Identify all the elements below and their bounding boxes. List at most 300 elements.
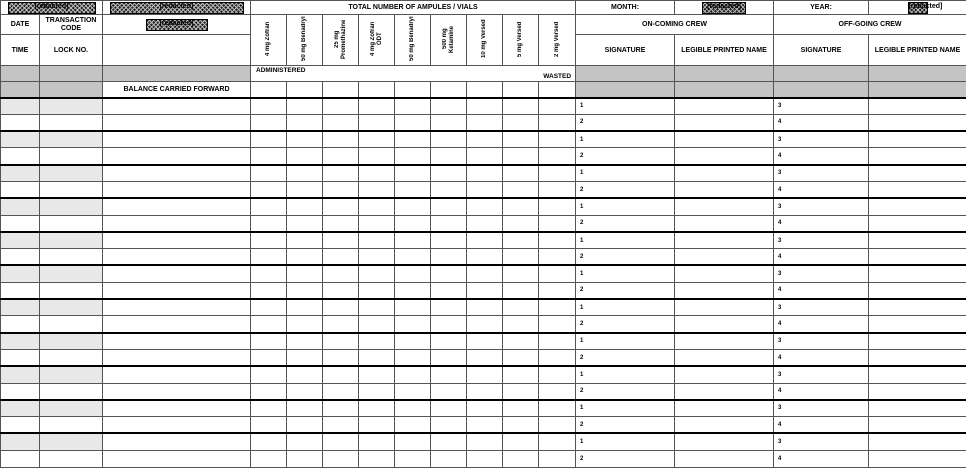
drug-count-cell[interactable] [359, 265, 395, 282]
drug-count-cell[interactable] [359, 417, 395, 434]
oncoming-signature-cell[interactable] [576, 215, 675, 232]
offgoing-name-cell[interactable] [869, 417, 966, 434]
drug-count-cell[interactable] [503, 282, 539, 299]
drug-count-cell[interactable] [251, 333, 287, 350]
drug-count-cell[interactable] [287, 181, 323, 198]
drug-count-cell[interactable] [503, 400, 539, 417]
drug-count-cell[interactable] [287, 148, 323, 165]
date-cell[interactable] [1, 98, 40, 115]
drug-count-cell[interactable] [467, 181, 503, 198]
offgoing-name-cell[interactable] [869, 450, 966, 467]
offgoing-signature-cell[interactable] [774, 433, 869, 450]
drug-count-cell[interactable] [323, 316, 359, 333]
drug-count-cell[interactable] [287, 198, 323, 215]
oncoming-name-cell[interactable] [675, 450, 774, 467]
offgoing-name-cell[interactable] [869, 316, 966, 333]
lock-no-cell[interactable] [40, 349, 103, 366]
date-cell[interactable] [1, 198, 40, 215]
drug-count-cell[interactable] [323, 366, 359, 383]
drug-count-cell[interactable] [323, 333, 359, 350]
drug-count-cell[interactable] [431, 131, 467, 148]
month-value[interactable]: [redacted] [675, 1, 774, 15]
drug-count-cell[interactable] [359, 215, 395, 232]
oncoming-name-cell[interactable] [675, 400, 774, 417]
drug-count-cell[interactable] [467, 265, 503, 282]
offgoing-name-cell[interactable] [869, 98, 966, 115]
drug-count-cell[interactable] [539, 148, 576, 165]
time-cell[interactable] [1, 349, 40, 366]
drug-count-cell[interactable] [503, 433, 539, 450]
offgoing-name-cell[interactable] [869, 165, 966, 182]
drug-count-cell[interactable] [395, 349, 431, 366]
drug-count-cell[interactable] [539, 366, 576, 383]
drug-count-cell[interactable] [539, 299, 576, 316]
transaction-code-cell[interactable] [40, 198, 103, 215]
date-cell[interactable] [1, 299, 40, 316]
oncoming-signature-cell[interactable] [576, 366, 675, 383]
oncoming-name-cell[interactable] [675, 148, 774, 165]
entry-detail-cell[interactable] [103, 148, 251, 165]
drug-count-cell[interactable] [467, 349, 503, 366]
offgoing-signature-cell[interactable] [774, 450, 869, 467]
drug-count-cell[interactable] [467, 232, 503, 249]
drug-count-cell[interactable] [539, 98, 576, 115]
balance-drug-6[interactable] [431, 82, 467, 98]
drug-count-cell[interactable] [287, 232, 323, 249]
balance-drug-8[interactable] [503, 82, 539, 98]
offgoing-signature-cell[interactable] [774, 165, 869, 182]
drug-count-cell[interactable] [539, 383, 576, 400]
drug-count-cell[interactable] [395, 333, 431, 350]
entry-detail-cell[interactable] [103, 249, 251, 266]
drug-count-cell[interactable] [539, 215, 576, 232]
entry-detail-cell[interactable] [103, 98, 251, 115]
drug-count-cell[interactable] [251, 282, 287, 299]
drug-count-cell[interactable] [395, 148, 431, 165]
offgoing-signature-cell[interactable] [774, 232, 869, 249]
drug-count-cell[interactable] [323, 232, 359, 249]
date-cell[interactable] [1, 433, 40, 450]
drug-count-cell[interactable] [359, 198, 395, 215]
entry-detail-cell[interactable] [103, 165, 251, 182]
oncoming-signature-cell[interactable] [576, 417, 675, 434]
drug-count-cell[interactable] [539, 198, 576, 215]
drug-count-cell[interactable] [287, 366, 323, 383]
offgoing-name-cell[interactable] [869, 232, 966, 249]
drug-count-cell[interactable] [323, 181, 359, 198]
balance-drug-9[interactable] [539, 82, 576, 98]
drug-count-cell[interactable] [539, 433, 576, 450]
oncoming-name-cell[interactable] [675, 232, 774, 249]
entry-detail-cell[interactable] [103, 417, 251, 434]
drug-count-cell[interactable] [359, 383, 395, 400]
lock-no-cell[interactable] [40, 181, 103, 198]
time-cell[interactable] [1, 114, 40, 131]
drug-count-cell[interactable] [359, 249, 395, 266]
oncoming-signature-cell[interactable] [576, 450, 675, 467]
drug-count-cell[interactable] [395, 433, 431, 450]
drug-count-cell[interactable] [251, 383, 287, 400]
oncoming-name-cell[interactable] [675, 349, 774, 366]
drug-count-cell[interactable] [431, 249, 467, 266]
oncoming-signature-cell[interactable] [576, 265, 675, 282]
drug-count-cell[interactable] [431, 316, 467, 333]
entry-detail-cell[interactable] [103, 366, 251, 383]
drug-count-cell[interactable] [431, 148, 467, 165]
drug-count-cell[interactable] [395, 265, 431, 282]
drug-count-cell[interactable] [395, 383, 431, 400]
oncoming-name-cell[interactable] [675, 417, 774, 434]
drug-count-cell[interactable] [503, 198, 539, 215]
drug-count-cell[interactable] [323, 215, 359, 232]
drug-count-cell[interactable] [431, 265, 467, 282]
drug-count-cell[interactable] [539, 450, 576, 467]
oncoming-name-cell[interactable] [675, 282, 774, 299]
transaction-code-cell[interactable] [40, 433, 103, 450]
oncoming-signature-cell[interactable] [576, 148, 675, 165]
drug-count-cell[interactable] [431, 400, 467, 417]
drug-count-cell[interactable] [287, 433, 323, 450]
drug-count-cell[interactable] [467, 114, 503, 131]
offgoing-name-cell[interactable] [869, 181, 966, 198]
entry-detail-cell[interactable] [103, 450, 251, 467]
date-cell[interactable] [1, 232, 40, 249]
drug-count-cell[interactable] [251, 400, 287, 417]
drug-count-cell[interactable] [251, 114, 287, 131]
drug-count-cell[interactable] [251, 181, 287, 198]
lock-no-cell[interactable] [40, 215, 103, 232]
drug-count-cell[interactable] [395, 366, 431, 383]
drug-count-cell[interactable] [539, 316, 576, 333]
drug-count-cell[interactable] [287, 333, 323, 350]
offgoing-signature-cell[interactable] [774, 131, 869, 148]
entry-detail-cell[interactable] [103, 232, 251, 249]
drug-count-cell[interactable] [503, 383, 539, 400]
drug-count-cell[interactable] [431, 299, 467, 316]
oncoming-name-cell[interactable] [675, 131, 774, 148]
drug-count-cell[interactable] [431, 417, 467, 434]
lock-no-cell[interactable] [40, 249, 103, 266]
offgoing-name-cell[interactable] [869, 265, 966, 282]
drug-count-cell[interactable] [251, 215, 287, 232]
offgoing-name-cell[interactable] [869, 282, 966, 299]
oncoming-signature-cell[interactable] [576, 232, 675, 249]
drug-count-cell[interactable] [251, 265, 287, 282]
entry-detail-cell[interactable] [103, 198, 251, 215]
drug-count-cell[interactable] [539, 114, 576, 131]
offgoing-signature-cell[interactable] [774, 98, 869, 115]
transaction-code-cell[interactable] [40, 232, 103, 249]
transaction-code-cell[interactable] [40, 400, 103, 417]
drug-count-cell[interactable] [395, 249, 431, 266]
entry-detail-cell[interactable] [103, 400, 251, 417]
offgoing-name-cell[interactable] [869, 366, 966, 383]
drug-count-cell[interactable] [359, 282, 395, 299]
drug-count-cell[interactable] [431, 114, 467, 131]
entry-detail-cell[interactable] [103, 131, 251, 148]
drug-count-cell[interactable] [503, 249, 539, 266]
offgoing-signature-cell[interactable] [774, 383, 869, 400]
drug-count-cell[interactable] [323, 114, 359, 131]
oncoming-signature-cell[interactable] [576, 114, 675, 131]
oncoming-signature-cell[interactable] [576, 282, 675, 299]
oncoming-name-cell[interactable] [675, 366, 774, 383]
entry-detail-cell[interactable] [103, 349, 251, 366]
drug-count-cell[interactable] [359, 299, 395, 316]
drug-count-cell[interactable] [539, 249, 576, 266]
drug-count-cell[interactable] [395, 198, 431, 215]
drug-count-cell[interactable] [251, 417, 287, 434]
drug-count-cell[interactable] [431, 181, 467, 198]
transaction-code-cell[interactable] [40, 366, 103, 383]
drug-count-cell[interactable] [503, 148, 539, 165]
lock-no-cell[interactable] [40, 383, 103, 400]
drug-count-cell[interactable] [467, 400, 503, 417]
drug-count-cell[interactable] [467, 366, 503, 383]
drug-count-cell[interactable] [467, 316, 503, 333]
offgoing-signature-cell[interactable] [774, 181, 869, 198]
drug-count-cell[interactable] [287, 215, 323, 232]
drug-count-cell[interactable] [467, 450, 503, 467]
transaction-code-cell[interactable] [40, 98, 103, 115]
balance-drug-7[interactable] [467, 82, 503, 98]
offgoing-signature-cell[interactable] [774, 265, 869, 282]
drug-count-cell[interactable] [251, 148, 287, 165]
drug-count-cell[interactable] [467, 433, 503, 450]
lock-no-cell[interactable] [40, 282, 103, 299]
drug-count-cell[interactable] [323, 299, 359, 316]
drug-count-cell[interactable] [359, 181, 395, 198]
balance-drug-2[interactable] [287, 82, 323, 98]
drug-count-cell[interactable] [431, 232, 467, 249]
drug-count-cell[interactable] [359, 366, 395, 383]
drug-count-cell[interactable] [323, 249, 359, 266]
drug-count-cell[interactable] [251, 316, 287, 333]
entry-detail-cell[interactable] [103, 265, 251, 282]
offgoing-name-cell[interactable] [869, 433, 966, 450]
time-cell[interactable] [1, 417, 40, 434]
lock-no-cell[interactable] [40, 316, 103, 333]
oncoming-name-cell[interactable] [675, 433, 774, 450]
drug-count-cell[interactable] [503, 131, 539, 148]
drug-count-cell[interactable] [323, 349, 359, 366]
drug-count-cell[interactable] [431, 349, 467, 366]
drug-count-cell[interactable] [539, 232, 576, 249]
drug-count-cell[interactable] [323, 198, 359, 215]
drug-count-cell[interactable] [359, 131, 395, 148]
drug-count-cell[interactable] [251, 349, 287, 366]
drug-count-cell[interactable] [395, 181, 431, 198]
offgoing-name-cell[interactable] [869, 249, 966, 266]
drug-count-cell[interactable] [539, 417, 576, 434]
offgoing-name-cell[interactable] [869, 114, 966, 131]
drug-count-cell[interactable] [395, 417, 431, 434]
entry-detail-cell[interactable] [103, 282, 251, 299]
offgoing-signature-cell[interactable] [774, 148, 869, 165]
oncoming-name-cell[interactable] [675, 114, 774, 131]
date-cell[interactable] [1, 131, 40, 148]
year-value[interactable]: [redacted] [869, 1, 966, 15]
time-cell[interactable] [1, 450, 40, 467]
oncoming-signature-cell[interactable] [576, 299, 675, 316]
time-cell[interactable] [1, 316, 40, 333]
drug-count-cell[interactable] [503, 265, 539, 282]
oncoming-signature-cell[interactable] [576, 333, 675, 350]
balance-drug-4[interactable] [359, 82, 395, 98]
oncoming-signature-cell[interactable] [576, 349, 675, 366]
drug-count-cell[interactable] [503, 299, 539, 316]
drug-count-cell[interactable] [323, 450, 359, 467]
drug-count-cell[interactable] [287, 400, 323, 417]
drug-count-cell[interactable] [251, 98, 287, 115]
drug-count-cell[interactable] [539, 333, 576, 350]
oncoming-name-cell[interactable] [675, 333, 774, 350]
drug-count-cell[interactable] [467, 131, 503, 148]
drug-count-cell[interactable] [359, 98, 395, 115]
oncoming-name-cell[interactable] [675, 316, 774, 333]
drug-count-cell[interactable] [503, 417, 539, 434]
oncoming-name-cell[interactable] [675, 165, 774, 182]
offgoing-signature-cell[interactable] [774, 198, 869, 215]
drug-count-cell[interactable] [431, 366, 467, 383]
oncoming-name-cell[interactable] [675, 198, 774, 215]
lock-no-cell[interactable] [40, 148, 103, 165]
drug-count-cell[interactable] [359, 165, 395, 182]
drug-count-cell[interactable] [251, 131, 287, 148]
entry-detail-cell[interactable] [103, 383, 251, 400]
lock-no-cell[interactable] [40, 114, 103, 131]
drug-count-cell[interactable] [395, 299, 431, 316]
drug-count-cell[interactable] [431, 433, 467, 450]
drug-count-cell[interactable] [503, 333, 539, 350]
drug-count-cell[interactable] [323, 417, 359, 434]
offgoing-signature-cell[interactable] [774, 114, 869, 131]
transaction-code-cell[interactable] [40, 265, 103, 282]
drug-count-cell[interactable] [287, 249, 323, 266]
offgoing-signature-cell[interactable] [774, 282, 869, 299]
offgoing-signature-cell[interactable] [774, 349, 869, 366]
date-cell[interactable] [1, 333, 40, 350]
entry-detail-cell[interactable] [103, 114, 251, 131]
drug-count-cell[interactable] [431, 282, 467, 299]
drug-count-cell[interactable] [359, 349, 395, 366]
drug-count-cell[interactable] [539, 131, 576, 148]
drug-count-cell[interactable] [251, 249, 287, 266]
date-cell[interactable] [1, 265, 40, 282]
oncoming-signature-cell[interactable] [576, 316, 675, 333]
drug-count-cell[interactable] [431, 165, 467, 182]
offgoing-name-cell[interactable] [869, 131, 966, 148]
transaction-code-cell[interactable] [40, 299, 103, 316]
drug-count-cell[interactable] [431, 450, 467, 467]
offgoing-signature-cell[interactable] [774, 215, 869, 232]
drug-count-cell[interactable] [359, 400, 395, 417]
drug-count-cell[interactable] [395, 165, 431, 182]
balance-drug-5[interactable] [395, 82, 431, 98]
entry-detail-cell[interactable] [103, 215, 251, 232]
entry-detail-cell[interactable] [103, 316, 251, 333]
drug-count-cell[interactable] [503, 181, 539, 198]
time-cell[interactable] [1, 282, 40, 299]
drug-count-cell[interactable] [359, 433, 395, 450]
date-cell[interactable] [1, 400, 40, 417]
oncoming-signature-cell[interactable] [576, 433, 675, 450]
drug-count-cell[interactable] [467, 98, 503, 115]
transaction-code-cell[interactable] [40, 131, 103, 148]
lock-no-cell[interactable] [40, 417, 103, 434]
drug-count-cell[interactable] [287, 98, 323, 115]
drug-count-cell[interactable] [467, 215, 503, 232]
drug-count-cell[interactable] [323, 131, 359, 148]
oncoming-signature-cell[interactable] [576, 165, 675, 182]
drug-count-cell[interactable] [503, 114, 539, 131]
drug-count-cell[interactable] [395, 98, 431, 115]
drug-count-cell[interactable] [467, 383, 503, 400]
drug-count-cell[interactable] [503, 366, 539, 383]
oncoming-name-cell[interactable] [675, 383, 774, 400]
drug-count-cell[interactable] [359, 316, 395, 333]
drug-count-cell[interactable] [467, 165, 503, 182]
offgoing-signature-cell[interactable] [774, 316, 869, 333]
oncoming-name-cell[interactable] [675, 265, 774, 282]
drug-count-cell[interactable] [287, 349, 323, 366]
time-cell[interactable] [1, 215, 40, 232]
entry-detail-cell[interactable] [103, 333, 251, 350]
offgoing-name-cell[interactable] [869, 148, 966, 165]
drug-count-cell[interactable] [323, 165, 359, 182]
drug-count-cell[interactable] [395, 316, 431, 333]
offgoing-name-cell[interactable] [869, 215, 966, 232]
drug-count-cell[interactable] [395, 215, 431, 232]
oncoming-signature-cell[interactable] [576, 181, 675, 198]
oncoming-name-cell[interactable] [675, 181, 774, 198]
drug-count-cell[interactable] [287, 417, 323, 434]
drug-count-cell[interactable] [359, 232, 395, 249]
drug-count-cell[interactable] [395, 282, 431, 299]
drug-count-cell[interactable] [287, 450, 323, 467]
offgoing-signature-cell[interactable] [774, 417, 869, 434]
drug-count-cell[interactable] [503, 450, 539, 467]
drug-count-cell[interactable] [287, 383, 323, 400]
drug-count-cell[interactable] [395, 400, 431, 417]
drug-count-cell[interactable] [539, 265, 576, 282]
offgoing-name-cell[interactable] [869, 383, 966, 400]
drug-count-cell[interactable] [431, 215, 467, 232]
oncoming-signature-cell[interactable] [576, 249, 675, 266]
offgoing-signature-cell[interactable] [774, 333, 869, 350]
drug-count-cell[interactable] [251, 433, 287, 450]
drug-count-cell[interactable] [539, 181, 576, 198]
drug-count-cell[interactable] [251, 165, 287, 182]
drug-count-cell[interactable] [323, 433, 359, 450]
drug-count-cell[interactable] [539, 349, 576, 366]
drug-count-cell[interactable] [323, 98, 359, 115]
drug-count-cell[interactable] [323, 282, 359, 299]
drug-count-cell[interactable] [467, 198, 503, 215]
offgoing-name-cell[interactable] [869, 400, 966, 417]
date-cell[interactable] [1, 366, 40, 383]
drug-count-cell[interactable] [395, 232, 431, 249]
drug-count-cell[interactable] [287, 265, 323, 282]
drug-count-cell[interactable] [251, 450, 287, 467]
oncoming-signature-cell[interactable] [576, 383, 675, 400]
oncoming-signature-cell[interactable] [576, 400, 675, 417]
drug-count-cell[interactable] [251, 366, 287, 383]
time-cell[interactable] [1, 249, 40, 266]
drug-count-cell[interactable] [503, 316, 539, 333]
drug-count-cell[interactable] [359, 148, 395, 165]
oncoming-name-cell[interactable] [675, 249, 774, 266]
